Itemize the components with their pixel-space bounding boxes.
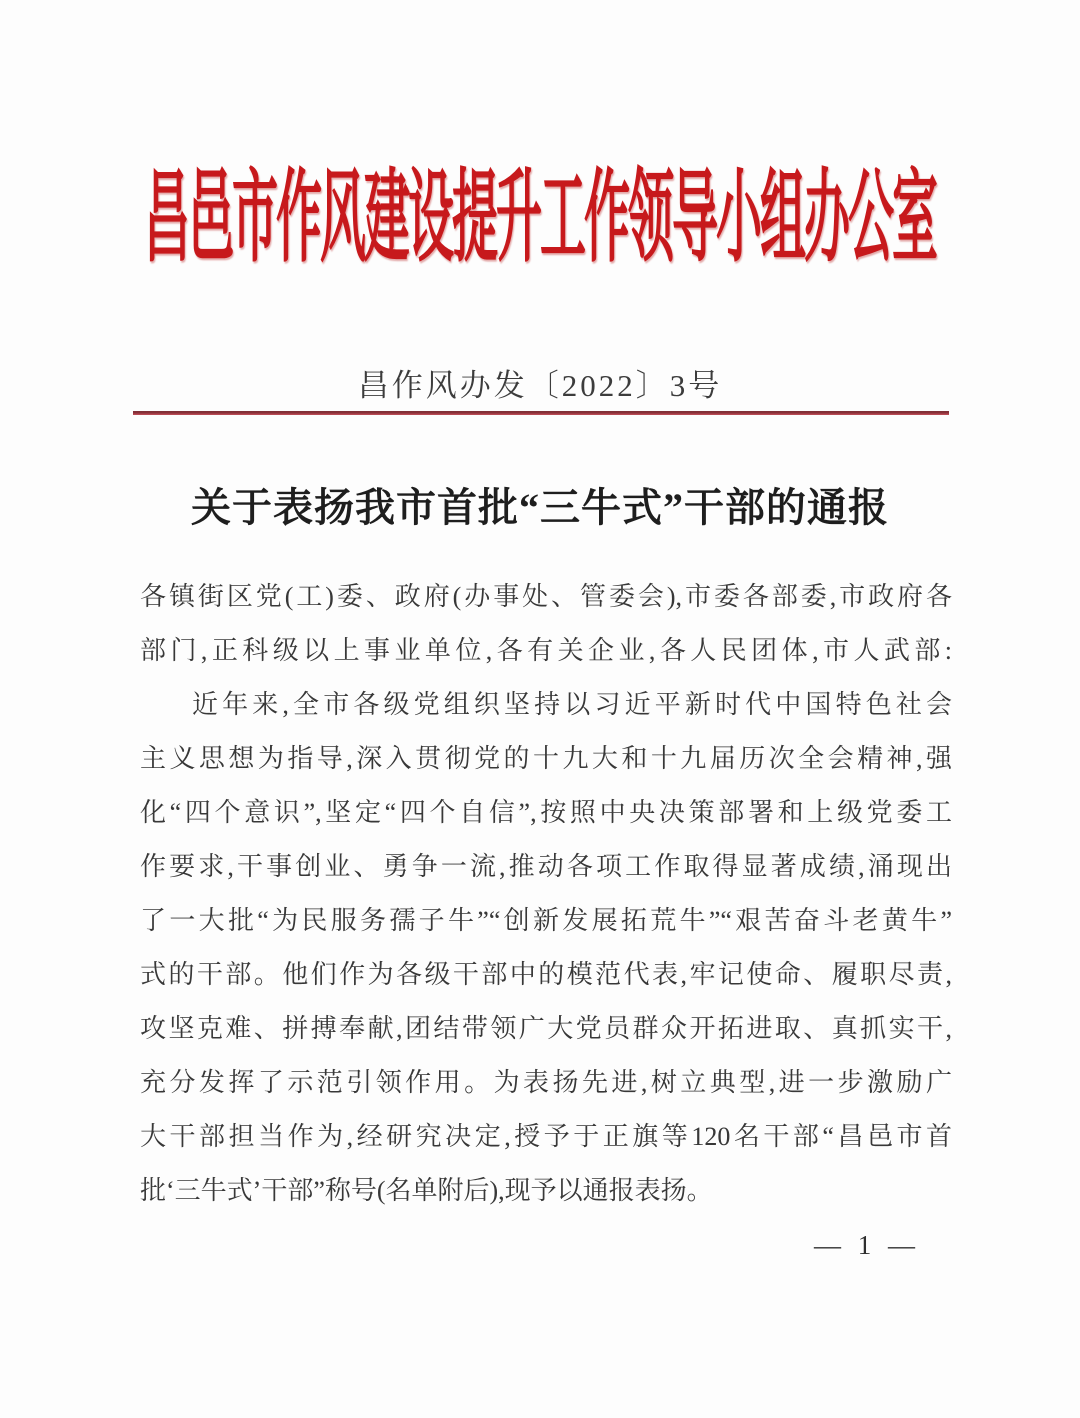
text-line: 作要求,干事创业、勇争一流,推动各项工作取得显著成绩,涌现出 — [140, 852, 952, 881]
text-line: 批‘三牛式’干部”称号(名单附后),现予以通报表扬。 — [140, 1176, 713, 1205]
text-line: 了一大批“为民服务孺子牛”“创新发展拓荒牛”“艰苦奋斗老黄牛” — [140, 906, 952, 935]
text-line: 充分发挥了示范引领作用。为表扬先进,树立典型,进一步激励广 — [140, 1068, 952, 1097]
text-line: 部门,正科级以上事业单位,各有关企业,各人民团体,市人武部: — [140, 636, 952, 665]
text-line: 近年来,全市各级党组织坚持以习近平新时代中国特色社会 — [192, 690, 952, 719]
body-paragraph — [140, 678, 952, 1218]
issuing-agency-title: 昌邑市作风建设提升工作领导小组办公室 — [144, 161, 936, 274]
text-line: 主义思想为指导,深入贯彻党的十九大和十九届历次全会精神,强 — [140, 744, 952, 773]
text-line: 大干部担当作为,经研究决定,授予于正旗等120名干部“昌邑市首 — [140, 1122, 952, 1151]
page-number: — 1 — — [814, 1230, 920, 1260]
text-line: 各镇街区党(工)委、政府(办事处、管委会),市委各部委,市政府各 — [140, 582, 952, 611]
text-line: 化“四个意识”,坚定“四个自信”,按照中央决策部署和上级党委工 — [140, 798, 952, 827]
text-line: 式的干部。他们作为各级干部中的模范代表,牢记使命、履职尽责, — [140, 960, 952, 989]
salutation-paragraph — [140, 570, 952, 678]
text-line: 攻坚克难、拼搏奉献,团结带领广大党员群众开拓进取、真抓实干, — [140, 1014, 952, 1043]
letterhead — [0, 140, 1080, 280]
document-number: 昌作风办发〔2022〕3号 — [357, 368, 723, 403]
red-separator-line — [133, 411, 949, 415]
document-title: 关于表扬我市首批“三牛式”干部的通报 — [191, 485, 889, 530]
document-body — [140, 570, 952, 1218]
